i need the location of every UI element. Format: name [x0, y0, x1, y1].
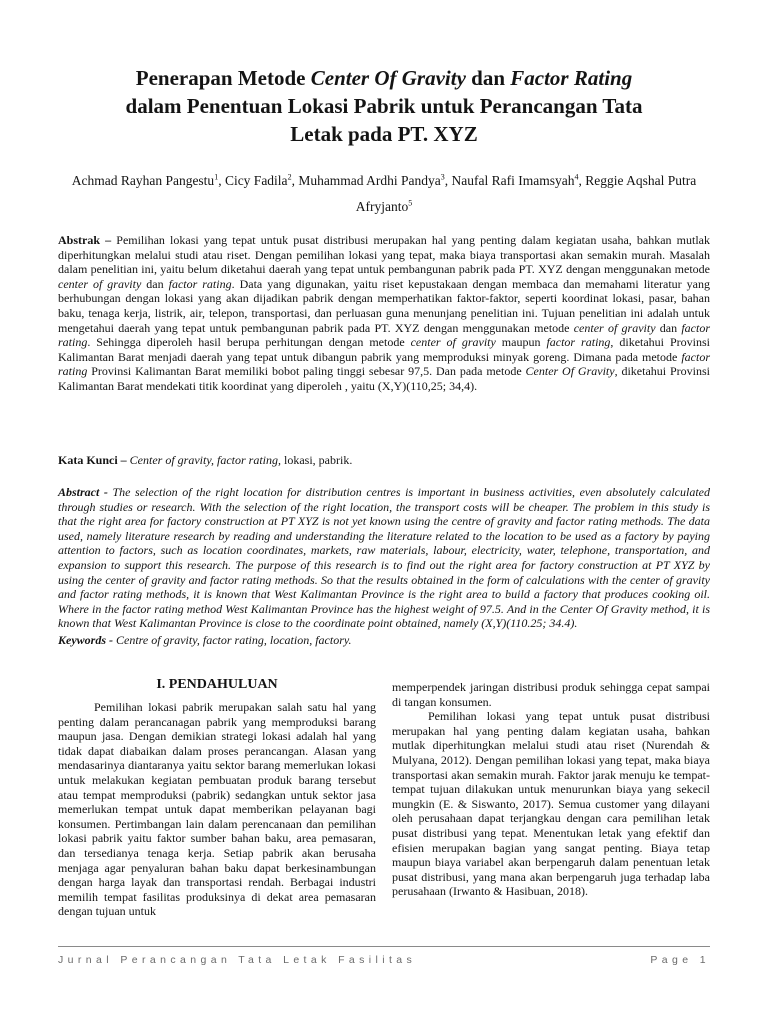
footer-journal-name: Jurnal Perancangan Tata Letak Fasilitas	[58, 954, 417, 966]
author-4: Naufal Rafi Imamsyah	[451, 173, 575, 188]
title-line-2: dalam Penentuan Lokasi Pabrik untuk Perancangan Tata	[125, 94, 643, 118]
author-list: Achmad Rayhan Pangestu$^1$, Cicy Fadila$^2$, Muhammad Ardhi Pandya$^3$, Naufal Rafi Imamsyah$^4$, Reggie Aqshal Putra Afryjanto$^5$	[71, 172, 697, 214]
author-3: Muhammad Ardhi Pandya	[298, 173, 441, 188]
left-column	[58, 700, 376, 919]
keywords-label: Keywords -	[58, 633, 113, 647]
intro-paragraph-continued: memperpendek jaringan distribusi produk sehingga cepat sampai di tangan konsumen.	[392, 680, 710, 709]
title-italic-cog: Center Of Gravity	[310, 66, 466, 90]
right-column	[392, 680, 710, 899]
kata-kunci-label: Kata Kunci –	[58, 453, 127, 467]
keywords-text: Centre of gravity, factor rating, location, factory.	[113, 633, 352, 647]
author-5: Reggie Aqshal Putra Afryjanto	[355, 173, 697, 214]
intro-paragraph-1: Pemilihan lokasi pabrik merupakan salah satu hal yang penting dalam perancanagan pabrik yang memproduksi barang maupun jasa. Dengan demikian strategi lokasi adalah hal yang tidak dapat diabaikan dalam proses perancangan. Alasan yang mendasarinya diantaranya yaitu sektor barang memerlukan lokasi untuk melakukan kegiatan pembuatan produk barang tersebut atau tempat memproduksi (pabrik) sedangkan untuk sektor jasa memerlukan tempat untuk dapat memberikan pelayanan bagi konsumen. Pertimbangan lain dalam perencanaan dan pemilihan lokasi pabrik yaitu faktor sumber bahan baku, area pemasaran, dan tersedianya tenaga kerja. Setiap pabrik akan berusaha menjaga agar penyaluran bahan baku dapat berkesinambungan dengan harga layak dan transportasi rendah. Berbagai industri memilih tempat fasilitas produksinya di dekat area pemasaran dengan tujuan untuk	[58, 700, 376, 919]
keywords	[58, 633, 710, 648]
abstrak-paragraph: Abstrak – Pemilihan lokasi yang tepat untuk pusat distribusi merupakan hal yang penting dalam kegiatan usaha, bahkan mutlak diperhitungkan melalui studi atau riset. Dengan pemilihan lokasi yang tepat, maka biaya transportasi akan semakin murah. Masalah dalam penelitian ini, yaitu belum diketahui daerah yang tepat untuk pembangunan pabrik pada PT. XYZ dengan menggunakan metode center of gravity dan factor rating. Data yang digunakan, yaitu riset kepustakaan dengan membaca dan memahami literatur yang berhubungan dengan lokasi yang akan dijadikan pabrik dengan memperhatikan faktor-faktor, seperti koordinat lokasi, pasar, bahan baku, tenaga kerja, listrik, air, telepon, transportasi, dan perluasan guna menunjang penelitian ini. Tujuan penelitian ini adalah untuk mengetahui daerah yang tepat untuk pembangunan pabrik pada PT. XYZ dengan menggunakan metode center of gravity dan factor rating. Sehingga diperoleh hasil berupa perhitungan dengan metode center of gravity maupun factor rating, diketahui Provinsi Kalimantan Barat menjadi daerah yang tepat untuk dibangun pabrik yang memproduksi minyak goreng. Dimana pada metode factor rating Provinsi Kalimantan Barat memiliki bobot paling tinggi sebesar 97,5. Dan pada metode Center Of Gravity, diketahui Provinsi Kalimantan Barat mendekati titik koordinat yang diperoleh , yaitu (X,Y)(110,25; 34,4).	[58, 233, 711, 393]
kata-kunci: Kata Kunci – Center of gravity, factor rating, lokasi, pabrik.	[58, 453, 353, 467]
author-1: Achmad Rayhan Pangestu	[71, 173, 215, 188]
title-italic-fr: Factor Rating	[510, 66, 633, 90]
intro-paragraph-2: Pemilihan lokasi yang tepat untuk pusat distribusi merupakan hal yang penting dalam kegiatan usaha, bahkan mutlak diperhitungkan melalui studi atau riset (Nurendah & Mulyana, 2012). Dengan pemilihan lokasi yang tepat, maka biaya transportasi akan semakin murah. Faktor jarak menuju ke tempat-tempat tujuan dilakukan untuk menurunkan biaya yang sekecil mungkin (E. & Siswanto, 2017). Semua customer yang dilayani oleh perusahaan dapat terjangkau dengan cara pemilihan letak pusat distribusi yang tepat. Menentukan letak yang efektif dan efisien merupakan bagian yang sangat penting. Biaya tetap maupun biaya variabel akan berpengaruh dalam penentuan letak pusat distribusi, yang mana akan berpengaruh juga terhadap laba perusahaan (Irwanto & Hasibuan, 2018).	[392, 709, 710, 899]
footer-page-number: Page 1	[650, 954, 710, 966]
footer-divider	[58, 946, 710, 947]
abstract-text: The selection of the right location for distribution centres is important in business activities, even absolutely calculated through studies or research. With the selection of the right location, the transport costs will be cheaper. The problem in this study is that the right area for factory construction at PT XYZ is not yet known using the centre of gravity and factor rating methods. The data used, namely literature research by reading and understanding the literature related to the location to be used as a factory by paying attention to factors, such as location coordinates, markets, raw materials, labour, electricity, water, telephone, transportation, and expansion to support this research. The purpose of this research is to find out the right area for factory construction at PT XYZ by using the center of gravity and factor rating methods. So that the results obtained in the form of calculations with the center of gravity and factor rating methods, it is known that West Kalimantan Province is the right area to build a factory that produces cooking oil. Where in the factor rating method West Kalimantan Province has the highest weight of 97.5. And in the Center Of Gravity method, it is known that West Kalimantan Province is close to the coordinate point obtained, namely (X,Y)(110.25; 34.4).	[58, 485, 710, 631]
section-heading-pendahuluan: I. PENDAHULUAN	[156, 677, 278, 692]
abstract-english	[58, 485, 710, 631]
author-2: Cicy Fadila	[224, 173, 288, 188]
paper-title: Penerapan Metode Center Of Gravity dan Factor Rating dalam Penentuan Lokasi Pabrik untuk Perancangan Tata Letak pada PT. XYZ	[125, 66, 643, 146]
title-line-3: Letak pada PT. XYZ	[290, 122, 478, 146]
abstrak-label: Abstrak –	[58, 233, 112, 247]
abstract-label: Abstract -	[58, 485, 108, 499]
